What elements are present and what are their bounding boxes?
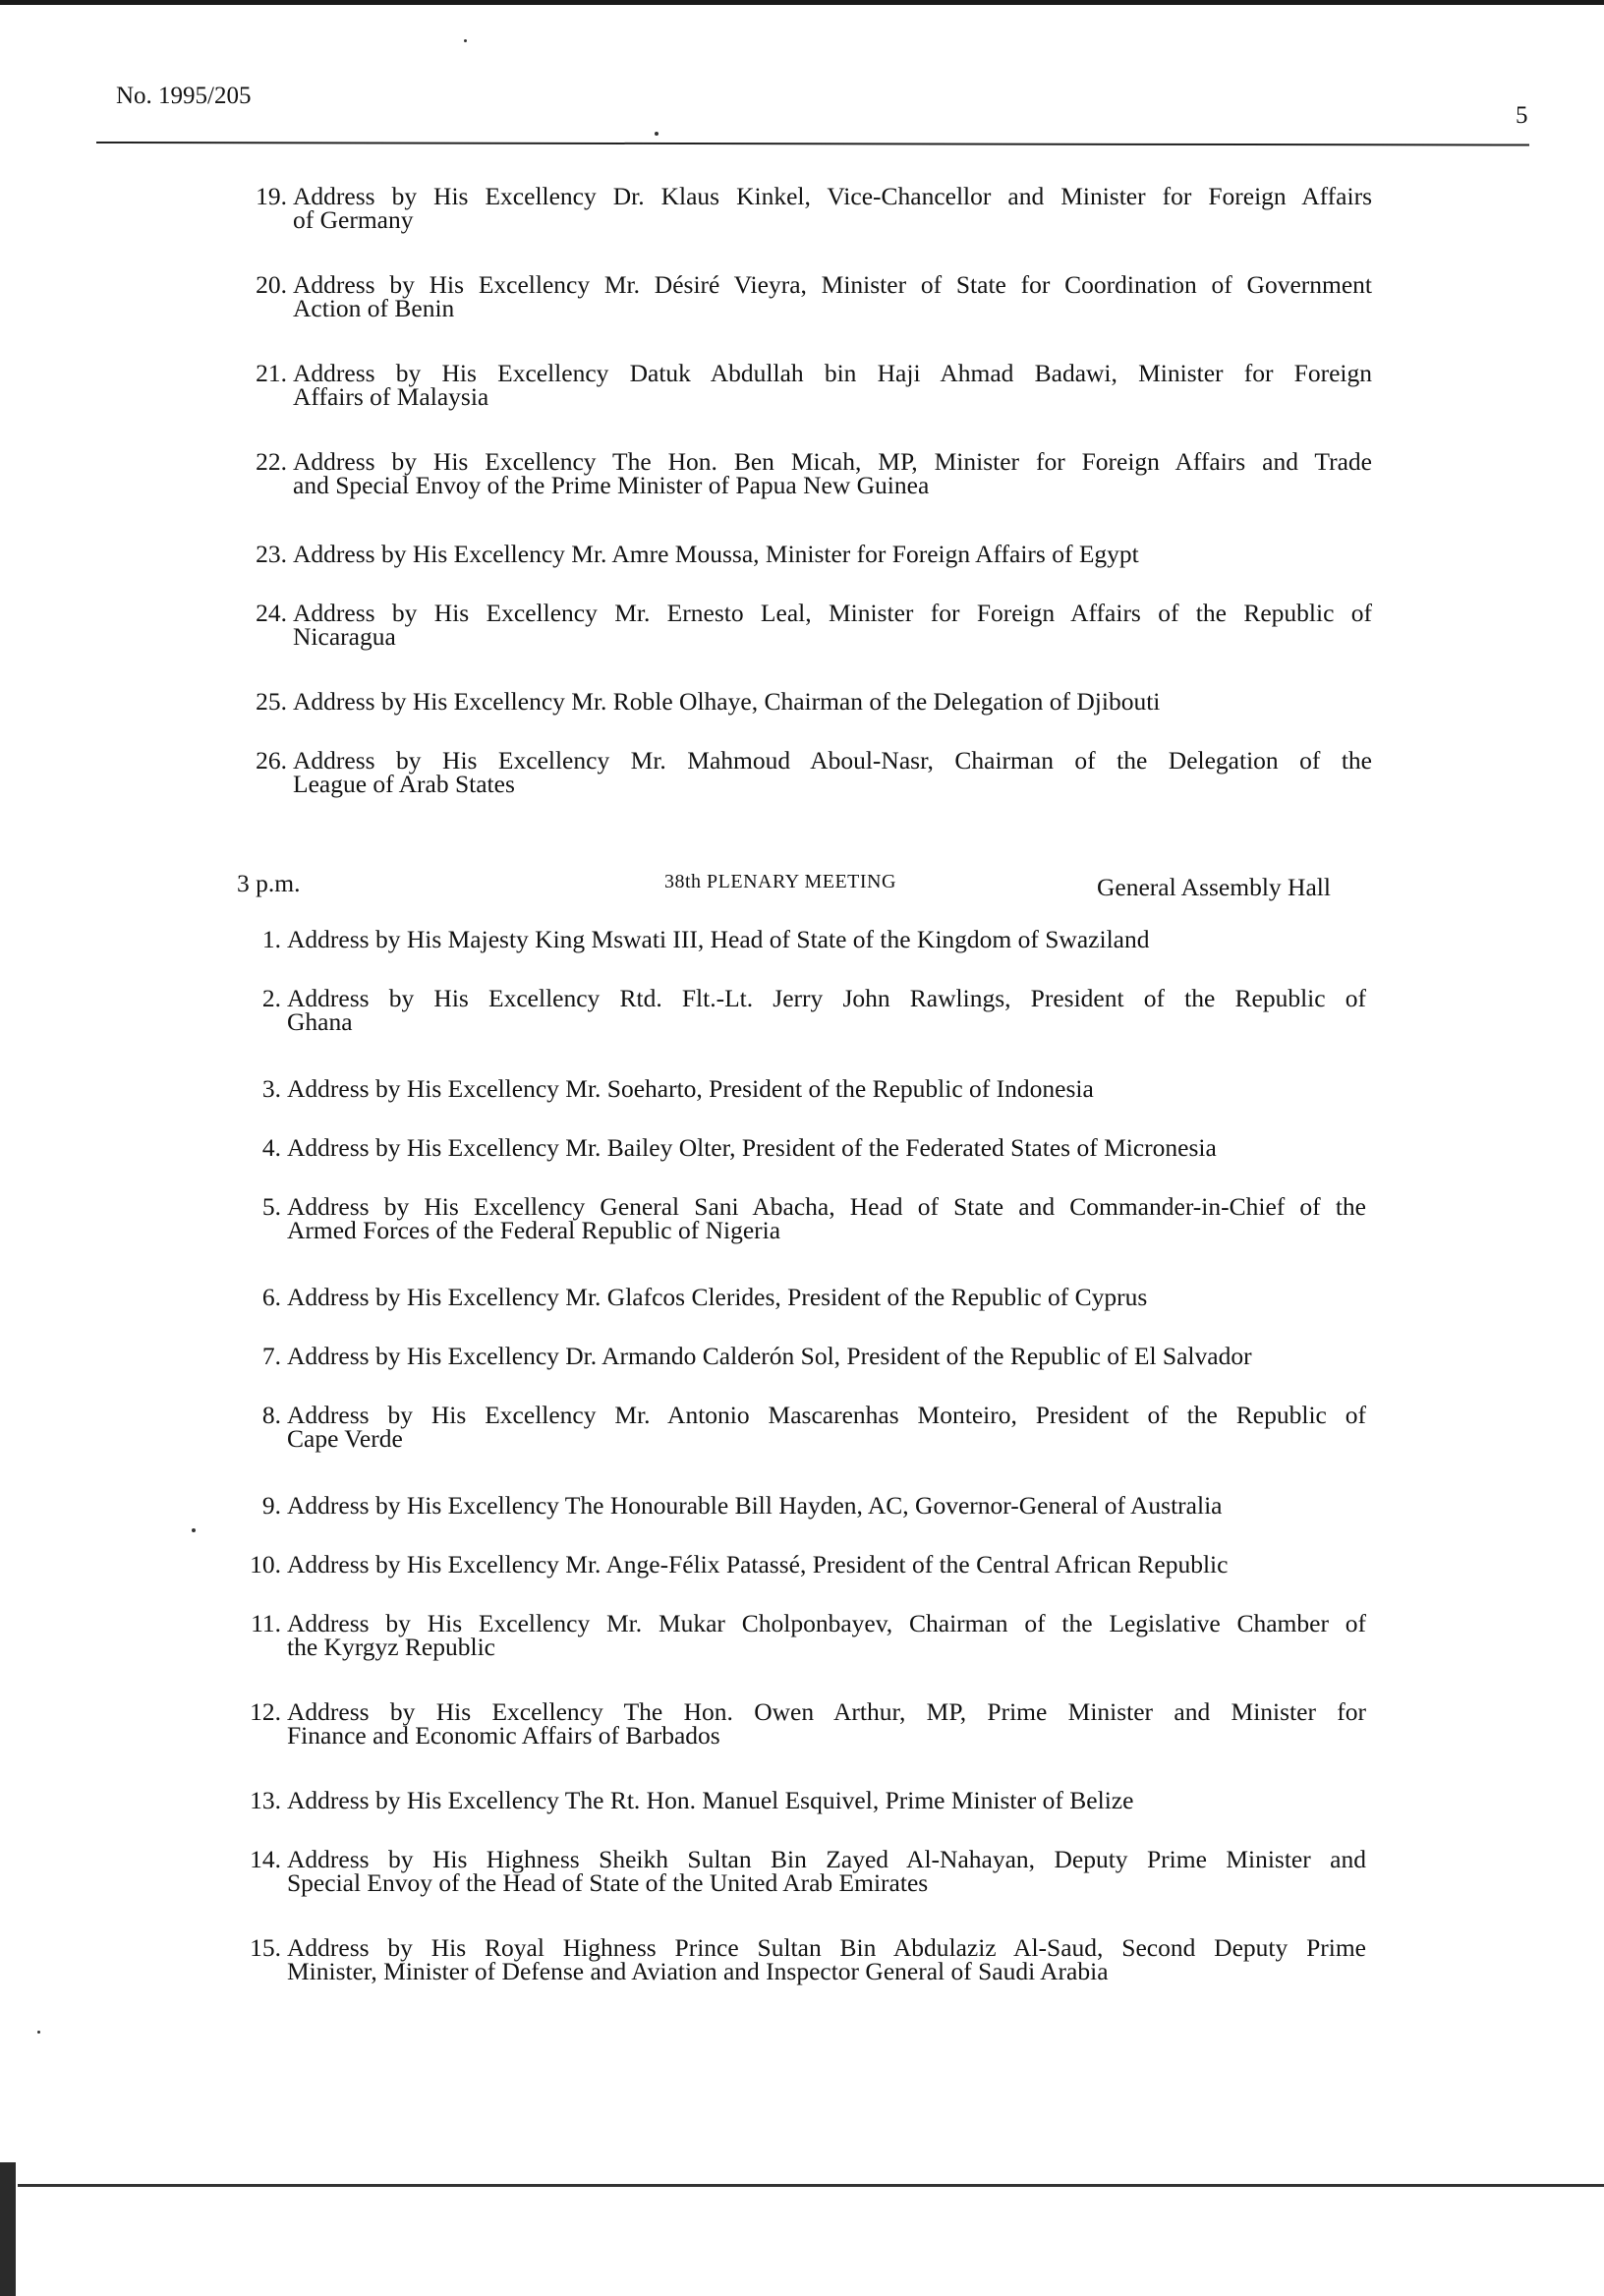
item-text	[287, 1283, 1366, 1311]
item-text-line: Address by His Excellency Mr. Glafcos Clerides, President of the Republic of Cyprus	[287, 1283, 1148, 1311]
document-number: No. 1995/205	[116, 83, 252, 109]
item-text	[293, 687, 1372, 716]
item-number: 19.	[256, 182, 287, 210]
list-item	[256, 599, 1372, 651]
item-text-line: Address by His Excellency Rtd. Flt.-Lt. Jerry John Rawlings, President of the Republic of	[287, 984, 1366, 1012]
item-text-line: Nicaragua	[293, 622, 396, 651]
item-text-line: Address by His Excellency Mr. Mahmoud Aboul-Nasr, Chairman of the Delegation of the	[293, 746, 1372, 775]
list-item	[251, 1609, 1366, 1661]
item-number: 11.	[251, 1609, 281, 1637]
item-text	[293, 359, 1372, 411]
list-item	[261, 1074, 1366, 1103]
list-item	[256, 540, 1372, 568]
list-item	[250, 1697, 1366, 1750]
item-number: 13.	[250, 1786, 281, 1814]
item-text-line: Address by His Excellency The Hon. Ben Micah, MP, Minister for Foreign Affairs and Trade	[293, 447, 1372, 476]
item-text-line: of Germany	[293, 205, 414, 234]
item-text	[293, 270, 1372, 322]
list-item	[256, 359, 1372, 411]
item-number: 12.	[250, 1697, 281, 1726]
meeting-time: 3 p.m.	[237, 869, 301, 897]
scan-edge-mark	[0, 2162, 16, 2296]
item-text	[287, 1786, 1366, 1814]
item-text	[287, 1609, 1366, 1661]
item-text-line: League of Arab States	[293, 770, 515, 798]
item-text	[287, 1491, 1366, 1520]
item-text-line: Ghana	[287, 1007, 353, 1036]
item-text	[287, 1342, 1366, 1370]
list-item	[250, 1845, 1366, 1897]
scan-speck	[37, 2031, 40, 2034]
item-text-line: Address by His Excellency Datuk Abdullah bin Haji Ahmad Badawi, Minister for Foreign	[293, 359, 1372, 387]
item-text	[287, 1192, 1366, 1244]
item-number: 7.	[261, 1342, 281, 1370]
item-number: 3.	[261, 1074, 281, 1103]
item-text-line: Address by His Excellency Mr. Ange-Félix Patassé, President of the Central African Republic	[287, 1550, 1229, 1578]
item-number: 5.	[261, 1192, 281, 1221]
item-text-line: Address by His Excellency Mr. Roble Olhaye, Chairman of the Delegation of Djibouti	[293, 687, 1161, 716]
item-text	[287, 925, 1366, 953]
item-number: 9.	[261, 1491, 281, 1520]
item-text	[287, 1401, 1366, 1453]
item-text-line: Armed Forces of the Federal Republic of Nigeria	[287, 1216, 781, 1244]
item-text	[293, 599, 1372, 651]
list-item	[256, 687, 1372, 716]
list-item	[261, 1133, 1366, 1162]
item-text	[293, 540, 1372, 568]
top-border	[0, 0, 1604, 5]
item-text	[287, 1074, 1366, 1103]
item-number: 6.	[261, 1283, 281, 1311]
list-item	[261, 1192, 1366, 1244]
scan-speck	[464, 39, 467, 42]
item-text	[287, 984, 1366, 1036]
header-rule	[96, 142, 1529, 146]
item-number: 10.	[250, 1550, 281, 1578]
item-number: 4.	[261, 1133, 281, 1162]
item-text-line: Address by His Excellency Dr. Armando Calderón Sol, President of the Republic of El Salvador	[287, 1342, 1252, 1370]
item-text-line: Address by His Excellency The Honourable Bill Hayden, AC, Governor-General of Australia	[287, 1491, 1223, 1520]
item-number: 22.	[256, 447, 287, 476]
item-text-line: Address by His Excellency Mr. Amre Moussa, Minister for Foreign Affairs of Egypt	[293, 540, 1139, 568]
meeting-place: General Assembly Hall	[1097, 873, 1331, 901]
scan-speck	[655, 132, 659, 136]
item-number: 2.	[261, 984, 281, 1012]
item-text-line: Action of Benin	[293, 294, 455, 322]
item-text-line: Special Envoy of the Head of State of the United Arab Emirates	[287, 1868, 929, 1897]
list-item	[256, 447, 1372, 499]
item-text	[293, 447, 1372, 499]
item-number: 26.	[256, 746, 287, 775]
list-item	[250, 1933, 1366, 1985]
meeting-title: 38th PLENARY MEETING	[664, 871, 896, 892]
item-number: 25.	[256, 687, 287, 716]
scan-speck	[192, 1528, 196, 1532]
item-text	[287, 1697, 1366, 1750]
item-number: 20.	[256, 270, 287, 299]
list-item	[261, 1491, 1366, 1520]
item-text-line: Address by His Excellency The Rt. Hon. Manuel Esquivel, Prime Minister of Belize	[287, 1786, 1134, 1814]
item-text-line: Address by His Excellency Mr. Antonio Mascarenhas Monteiro, President of the Republic of	[287, 1401, 1366, 1429]
list-item	[261, 1342, 1366, 1370]
item-text-line: the Kyrgyz Republic	[287, 1633, 495, 1661]
bottom-rule	[18, 2184, 1604, 2187]
item-number: 1.	[261, 925, 281, 953]
item-text-line: Address by His Excellency Mr. Ernesto Leal, Minister for Foreign Affairs of the Republic of	[293, 599, 1372, 627]
list-item	[250, 1550, 1366, 1578]
list-item	[256, 746, 1372, 798]
item-text-line: Finance and Economic Affairs of Barbados	[287, 1721, 720, 1750]
item-text-line: Address by His Excellency Mr. Mukar Cholponbayev, Chairman of the Legislative Chamber of	[287, 1609, 1366, 1637]
item-text-line: Address by His Excellency Mr. Soeharto, President of the Republic of Indonesia	[287, 1074, 1094, 1103]
item-number: 14.	[250, 1845, 281, 1873]
item-text	[287, 1550, 1366, 1578]
item-text-line: Address by His Excellency Mr. Désiré Vieyra, Minister of State for Coordination of Government	[293, 270, 1372, 299]
list-item	[261, 984, 1366, 1036]
item-text-line: Affairs of Malaysia	[293, 382, 489, 411]
item-number: 15.	[250, 1933, 281, 1962]
item-text-line: Address by His Excellency The Hon. Owen Arthur, MP, Prime Minister and Minister for	[287, 1697, 1366, 1726]
list-item	[261, 1401, 1366, 1453]
item-text	[287, 1133, 1366, 1162]
item-text-line: Address by His Excellency General Sani Abacha, Head of State and Commander-in-Chief of the	[287, 1192, 1366, 1221]
list-item	[256, 270, 1372, 322]
item-text-line: Address by His Royal Highness Prince Sultan Bin Abdulaziz Al-Saud, Second Deputy Prime	[287, 1933, 1366, 1962]
item-text-line: Address by His Highness Sheikh Sultan Bin Zayed Al-Nahayan, Deputy Prime Minister and	[287, 1845, 1366, 1873]
list-item	[250, 1786, 1366, 1814]
item-text	[287, 1845, 1366, 1897]
item-text	[293, 182, 1372, 234]
item-number: 23.	[256, 540, 287, 568]
page-number: 5	[1516, 102, 1528, 129]
item-number: 8.	[261, 1401, 281, 1429]
item-text-line: Address by His Excellency Dr. Klaus Kinkel, Vice-Chancellor and Minister for Foreign Affairs	[293, 182, 1372, 210]
item-number: 24.	[256, 599, 287, 627]
item-text-line: Address by His Majesty King Mswati III, Head of State of the Kingdom of Swaziland	[287, 925, 1150, 953]
list-item	[261, 925, 1366, 953]
item-number: 21.	[256, 359, 287, 387]
item-text	[287, 1933, 1366, 1985]
item-text-line: Address by His Excellency Mr. Bailey Olter, President of the Federated States of Micronesia	[287, 1133, 1217, 1162]
item-text-line: Minister, Minister of Defense and Aviation and Inspector General of Saudi Arabia	[287, 1957, 1109, 1985]
list-item	[261, 1283, 1366, 1311]
item-text-line: Cape Verde	[287, 1424, 403, 1453]
item-text-line: and Special Envoy of the Prime Minister of Papua New Guinea	[293, 471, 930, 499]
list-item	[256, 182, 1372, 234]
item-text	[293, 746, 1372, 798]
